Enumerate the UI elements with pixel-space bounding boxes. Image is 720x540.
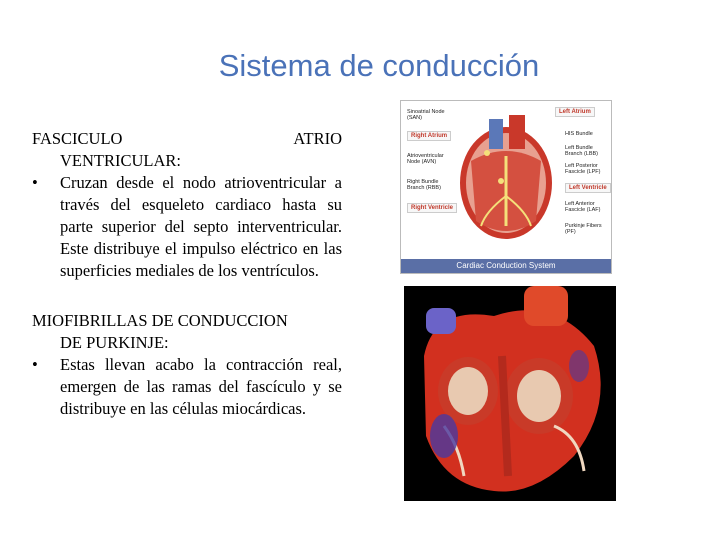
text-column (32, 128, 342, 420)
bullet-dot: • (32, 355, 38, 374)
diagram-caption: Cardiac Conduction System (401, 259, 611, 273)
bullet-text: Estas llevan acabo la contracción real, emergen de las ramas del fascículo y se distribuye en las células miocárdicas. (60, 355, 342, 418)
heading-left: FASCICULO (32, 129, 123, 148)
section-heading-fasciculo (32, 128, 342, 150)
slide-title: Sistema de conducción (218, 48, 540, 83)
label-purkinje: Purkinje Fibers (PF) (565, 223, 602, 235)
label-his: HIS Bundle (565, 131, 593, 137)
section-heading-cont: DE PURKINJE: (60, 333, 169, 352)
bullet-text: Cruzan desde el nodo atrioventricular a través del esqueleto cardiaco hasta su parte superior del septo interventricular. Este distribuye el impulso eléctrico en las superficies mediales de los ventrículos. (60, 173, 342, 280)
label-san: Sinoatrial Node (SAN) (407, 109, 445, 121)
heading-right: ATRIO (293, 129, 342, 148)
label-avn: Atrioventricular Node (AVN) (407, 153, 444, 165)
heart-cross-section-image (404, 286, 616, 501)
bullet-dot: • (32, 173, 38, 192)
label-rbb: Right Bundle Branch (RBB) (407, 179, 441, 191)
label-lbb: Left Bundle Branch (LBB) (565, 145, 599, 157)
heart-photo-illustration (404, 286, 616, 501)
label-laf: Left Anterior Fascicle (LAF) (565, 201, 601, 213)
label-right-atrium: Right Atrium (407, 131, 451, 141)
label-right-ventricle: Right Ventricle (407, 203, 457, 213)
label-lpf: Left Posterior Fascicle (LPF) (565, 163, 601, 175)
section-heading-cont: VENTRICULAR: (60, 151, 181, 170)
section-heading-purkinje: MIOFIBRILLAS DE CONDUCCION (32, 311, 288, 330)
bullet-item (32, 354, 342, 420)
conduction-diagram-image (400, 100, 612, 274)
bullet-item (32, 172, 342, 282)
label-left-ventricle: Left Ventricle (565, 183, 611, 193)
label-left-atrium: Left Atrium (555, 107, 595, 117)
